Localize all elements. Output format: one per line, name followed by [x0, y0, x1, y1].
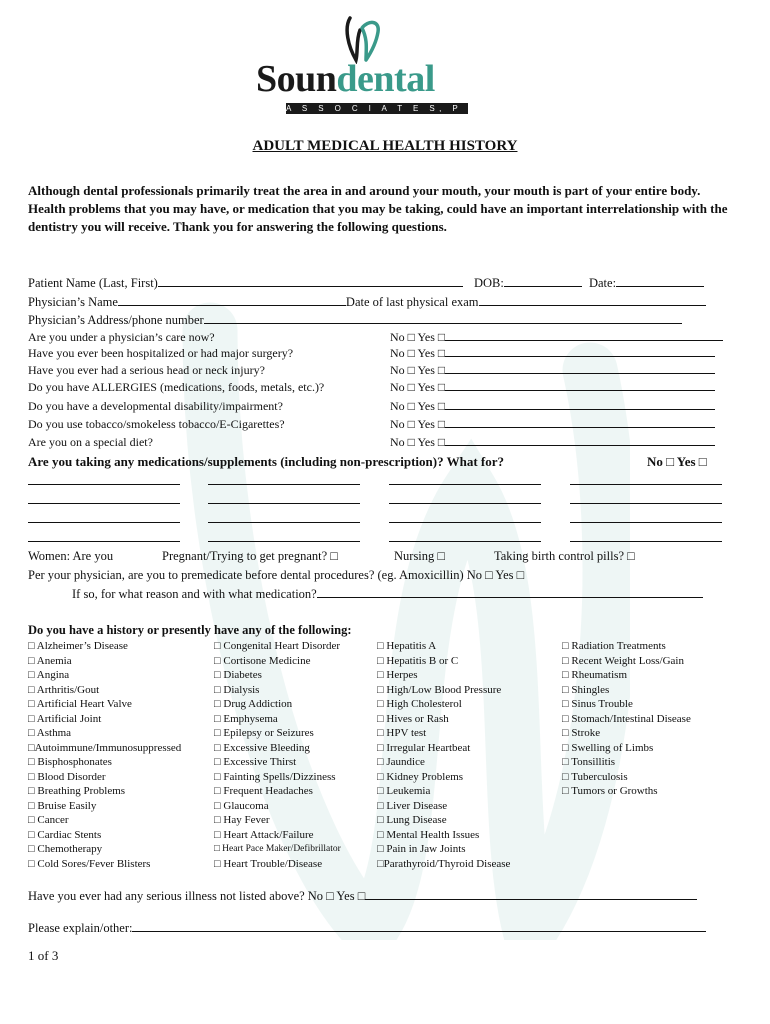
question-4-answer [390, 379, 715, 395]
condition-checkbox[interactable]: □ Tonsillitis [562, 756, 616, 768]
question-5-yes-no[interactable]: No □ Yes □ [390, 399, 446, 413]
logo-name-part2: dental [336, 58, 435, 100]
physician-address-label: Physician’s Address/phone number [28, 313, 204, 327]
condition-checkbox[interactable]: □ Excessive Thirst [214, 756, 297, 768]
condition-checkbox[interactable]: □Autoimmune/Immunosuppressed [28, 741, 182, 754]
condition-checkbox[interactable]: □ Alzheimer’s Disease [28, 640, 128, 652]
question-2-answer [390, 345, 715, 361]
premedicate-followup [72, 586, 703, 602]
medication-line[interactable] [208, 522, 360, 523]
physician-address-field[interactable] [204, 312, 682, 324]
condition-checkbox[interactable]: □ Sinus Trouble [562, 698, 633, 710]
question-2-details[interactable] [445, 345, 715, 357]
condition-checkbox[interactable]: □ Hepatitis A [377, 640, 437, 652]
question-5: Do you have a developmental disability/impairment? [28, 399, 283, 413]
condition-checkbox[interactable]: □ Emphysema [214, 712, 278, 725]
medications-yes-no[interactable]: No □ Yes □ [647, 454, 707, 469]
physician-name-label: Physician’s Name [28, 295, 118, 309]
tooth-logo-icon [342, 14, 382, 64]
condition-checkbox[interactable]: □ Asthma [28, 727, 72, 739]
question-6-details[interactable] [445, 416, 715, 428]
condition-checkbox[interactable]: □Parathyroid/Thyroid Disease [377, 857, 511, 870]
logo-tagline: A S S O C I A T E S, P C [286, 104, 479, 113]
explain-field[interactable] [132, 920, 706, 932]
last-exam-field[interactable] [479, 294, 706, 306]
question-2-yes-no[interactable]: No □ Yes □ [390, 346, 446, 360]
serious-illness-question[interactable]: Have you ever had any serious illness not listed above? No □ Yes □ [28, 889, 366, 903]
medication-line[interactable] [389, 503, 541, 504]
physician-name-field[interactable] [118, 294, 346, 306]
condition-checkbox[interactable]: □ Tumors or Growths [562, 785, 658, 797]
question-4-yes-no[interactable]: No □ Yes □ [390, 380, 446, 394]
patient-info-row [28, 275, 704, 291]
condition-checkbox[interactable]: □ Arthritis/Gout [28, 683, 100, 696]
condition-checkbox[interactable]: □ Cold Sores/Fever Blisters [28, 857, 151, 870]
condition-checkbox[interactable]: □ Tuberculosis [562, 770, 628, 783]
company-logo [256, 14, 479, 114]
condition-checkbox[interactable]: □ High/Low Blood Pressure [377, 683, 502, 696]
condition-checkbox[interactable]: □ Congenital Heart Disorder [214, 640, 341, 652]
question-5-details[interactable] [445, 398, 715, 410]
question-7-answer [390, 434, 715, 450]
condition-checkbox[interactable]: □ Chemotherapy [28, 843, 103, 855]
condition-checkbox[interactable]: □ Excessive Bleeding [214, 741, 310, 754]
date-label: Date: [588, 276, 617, 290]
condition-checkbox[interactable]: □ Cortisone Medicine [214, 654, 311, 667]
condition-checkbox[interactable]: □ Breathing Problems [28, 785, 126, 797]
condition-checkbox[interactable]: □ Leukemia [377, 785, 431, 797]
condition-checkbox[interactable]: □ Stroke [562, 727, 601, 739]
condition-checkbox[interactable]: □ Recent Weight Loss/Gain [562, 654, 684, 667]
condition-checkbox[interactable]: □ Dialysis [214, 683, 260, 696]
medications-question: Are you taking any medications/supplements (including non-prescription)? What for? [28, 454, 504, 469]
condition-checkbox[interactable]: □ Frequent Headaches [214, 785, 313, 797]
question-2: Have you ever been hospitalized or had major surgery? [28, 346, 294, 360]
logo-wordmark [256, 60, 435, 98]
question-1: Are you under a physician’s care now? [28, 330, 215, 344]
condition-checkbox[interactable]: □ Hives or Rash [377, 712, 449, 725]
medication-line[interactable] [28, 541, 180, 542]
condition-checkbox[interactable]: □ High Cholesterol [377, 698, 462, 710]
condition-checkbox[interactable]: □ Fainting Spells/Dizziness [214, 770, 336, 783]
question-1-details[interactable] [445, 329, 723, 341]
serious-illness-field[interactable] [365, 888, 697, 900]
conditions-column-1 [28, 639, 181, 871]
medication-line[interactable] [28, 484, 180, 485]
question-3-details[interactable] [445, 362, 715, 374]
logo-name-part1: Soun [256, 58, 337, 100]
condition-checkbox[interactable]: □ Glaucoma [214, 799, 269, 812]
question-1-answer [390, 329, 723, 345]
medication-line[interactable] [208, 484, 360, 485]
condition-checkbox[interactable]: □ Bruise Easily [28, 799, 97, 812]
condition-checkbox[interactable]: □ Pain in Jaw Joints [377, 843, 466, 855]
condition-checkbox[interactable]: □ Heart Trouble/Disease [214, 857, 323, 870]
condition-checkbox[interactable]: □ Blood Disorder [28, 770, 106, 783]
condition-checkbox[interactable]: □ Rheumatism [562, 669, 628, 681]
condition-checkbox[interactable]: □ Heart Attack/Failure [214, 828, 314, 841]
question-3: Have you ever had a serious head or neck injury? [28, 363, 265, 377]
physician-address-row [28, 312, 682, 328]
premedicate-followup-label: If so, for what reason and with what medication? [72, 587, 317, 601]
condition-checkbox[interactable]: □ Mental Health Issues [377, 828, 480, 841]
condition-checkbox[interactable]: □ Anemia [28, 654, 72, 667]
question-6: Do you use tobacco/smokeless tobacco/E-Cigarettes? [28, 417, 285, 431]
medication-line[interactable] [570, 503, 722, 504]
condition-checkbox[interactable]: □ Kidney Problems [377, 770, 464, 783]
condition-checkbox[interactable]: □ Heart Pace Maker/Defibrillator [214, 844, 341, 854]
question-1-yes-no[interactable]: No □ Yes □ [390, 330, 446, 344]
medication-line[interactable] [389, 522, 541, 523]
medication-line[interactable] [570, 484, 722, 485]
question-4: Do you have ALLERGIES (medications, foods, metals, etc.)? [28, 380, 325, 394]
page-title: ADULT MEDICAL HEALTH HISTORY [252, 138, 518, 154]
condition-checkbox[interactable]: □ Stomach/Intestinal Disease [562, 712, 691, 725]
conditions-heading: Do you have a history or presently have any of the following: [28, 623, 352, 637]
medication-line[interactable] [389, 541, 541, 542]
conditions-column-4 [562, 639, 691, 799]
question-3-yes-no[interactable]: No □ Yes □ [390, 363, 446, 377]
medication-line[interactable] [389, 484, 541, 485]
last-exam-label: Date of last physical exam [345, 295, 479, 309]
physician-row [28, 294, 706, 310]
dob-label: DOB: [473, 276, 504, 290]
question-4-details[interactable] [445, 379, 715, 391]
question-7: Are you on a special diet? [28, 435, 153, 449]
condition-checkbox[interactable]: □ Artificial Joint [28, 712, 102, 725]
condition-checkbox[interactable]: □ Artificial Heart Valve [28, 698, 132, 710]
question-6-yes-no[interactable]: No □ Yes □ [390, 417, 446, 431]
women-label: Women: Are you [28, 549, 114, 563]
condition-checkbox[interactable]: □ Lung Disease [377, 814, 447, 826]
condition-checkbox[interactable]: □ Hay Fever [214, 814, 270, 826]
condition-checkbox[interactable]: □ Jaundice [377, 756, 425, 768]
medication-line[interactable] [28, 522, 180, 523]
condition-checkbox[interactable]: □ Hepatitis B or C [377, 654, 459, 667]
conditions-column-3 [377, 639, 510, 871]
condition-checkbox[interactable]: □ Cardiac Stents [28, 828, 102, 841]
question-7-yes-no[interactable]: No □ Yes □ [390, 435, 446, 449]
explain-row [28, 920, 706, 936]
serious-illness-row [28, 888, 697, 904]
condition-checkbox[interactable]: □ Liver Disease [377, 799, 448, 812]
patient-name-field[interactable] [158, 275, 463, 287]
question-6-answer [390, 416, 715, 432]
condition-checkbox[interactable]: □ Swelling of Limbs [562, 741, 654, 754]
condition-checkbox[interactable]: □ Bisphosphonates [28, 756, 112, 768]
intro-paragraph: Although dental professionals primarily treat the area in and around your mouth, your mouth is part of your entire body. Health problems that you may have, or medication that you may be taking, could have an important interrelationship with the dentistry you will receive. Thank you for answering the following questions. [28, 183, 728, 234]
condition-checkbox[interactable]: □ Angina [28, 669, 70, 681]
condition-checkbox[interactable]: □ Irregular Heartbeat [377, 741, 471, 754]
medication-line[interactable] [28, 503, 180, 504]
pregnant-checkbox[interactable]: Pregnant/Trying to get pregnant? □ [162, 549, 338, 563]
birth-control-checkbox[interactable]: Taking birth control pills? □ [494, 549, 635, 563]
condition-checkbox[interactable]: □ Radiation Treatments [562, 640, 666, 652]
premedicate-followup-field[interactable] [317, 586, 703, 598]
medication-line[interactable] [570, 522, 722, 523]
page-number: 1 of 3 [28, 948, 59, 963]
medication-line[interactable] [208, 541, 360, 542]
condition-checkbox[interactable]: □ Shingles [562, 683, 610, 696]
condition-checkbox[interactable]: □ Cancer [28, 814, 69, 826]
patient-name-label: Patient Name (Last, First) [28, 276, 158, 290]
medication-line[interactable] [570, 541, 722, 542]
dob-field[interactable] [504, 275, 582, 287]
explain-label: Please explain/other: [28, 921, 133, 935]
condition-checkbox[interactable]: □ Epilepsy or Seizures [214, 727, 314, 739]
condition-checkbox[interactable]: □ Diabetes [214, 669, 262, 681]
question-3-answer [390, 362, 715, 378]
premedicate-question[interactable]: Per your physician, are you to premedicate before dental procedures? (eg. Amoxicillin) No □ Yes □ [28, 568, 525, 582]
condition-checkbox[interactable]: □ Drug Addiction [214, 698, 293, 710]
condition-checkbox[interactable]: □ HPV test [377, 727, 427, 739]
question-7-details[interactable] [445, 434, 715, 446]
conditions-column-2 [214, 639, 341, 871]
date-field[interactable] [616, 275, 704, 287]
question-5-answer [390, 398, 715, 414]
condition-checkbox[interactable]: □ Herpes [377, 669, 418, 681]
medication-line[interactable] [208, 503, 360, 504]
nursing-checkbox[interactable]: Nursing □ [394, 549, 445, 563]
